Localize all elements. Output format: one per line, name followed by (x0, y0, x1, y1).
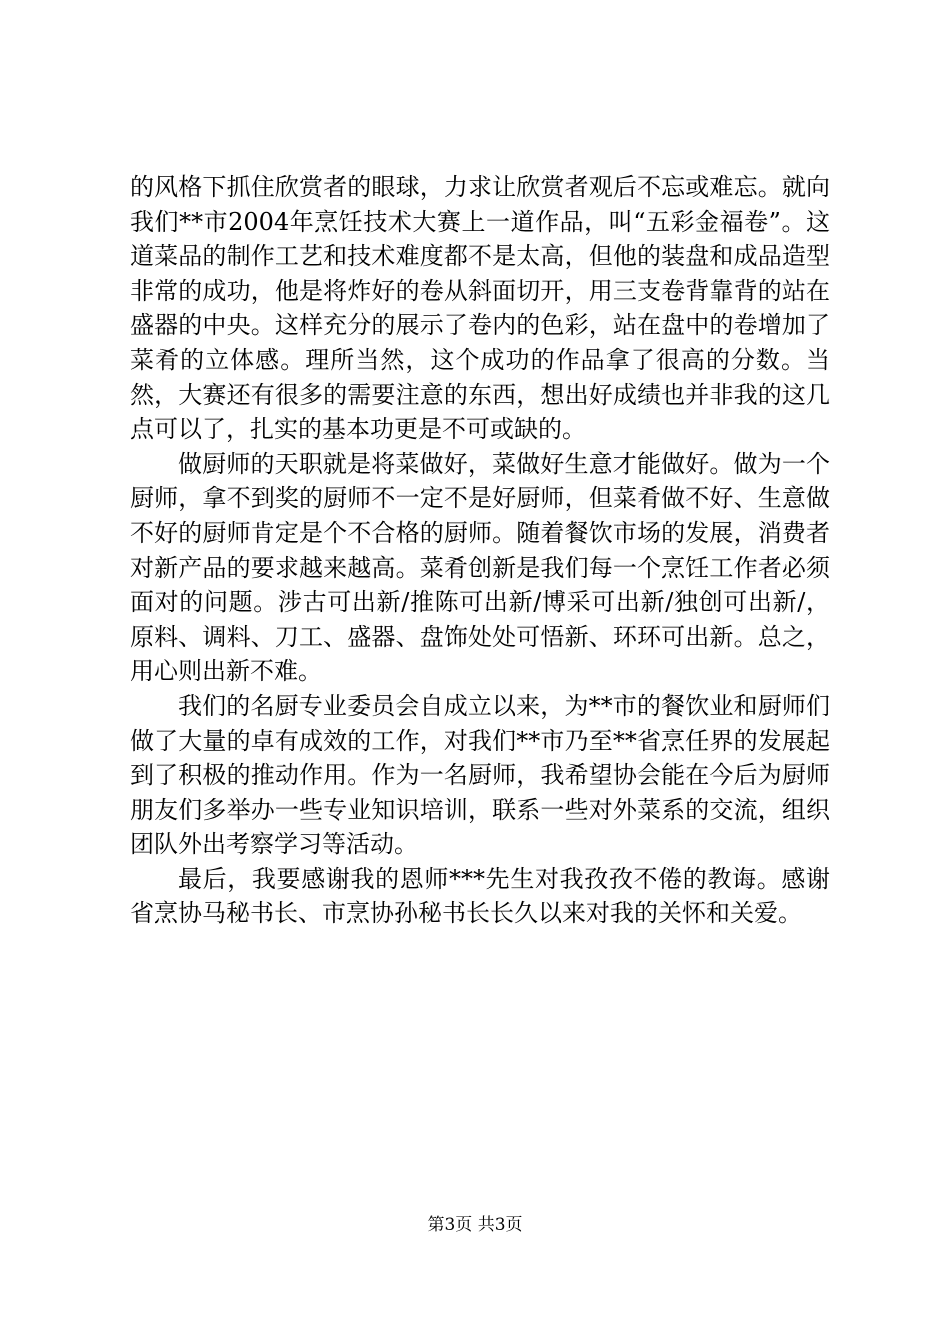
page-number-footer: 第3页 共3页 (427, 1215, 523, 1235)
document-body (130, 170, 830, 931)
paragraph-continuation: 的风格下抓住欣赏者的眼球，力求让欣赏者观后不忘或难忘。就向我们**市2004年烹饪技术大赛上一道作品，叫“五彩金福卷”。这道菜品的制作工艺和技术难度都不是太高，但他的装盘和成品造型非常的成功，他是将炸好的卷从斜面切开，用三支卷背靠背的站在盛器的中央。这样充分的展示了卷内的色彩，站在盘中的卷增加了菜肴的立体感。理所当然，这个成功的作品拿了很高的分数。当然，大赛还有很多的需要注意的东西，想出好成绩也并非我的这几点可以了，扎实的基本功更是不可或缺的。 (130, 173, 830, 444)
paragraph-committee: 我们的名厨专业委员会自成立以来，为**市的餐饮业和厨师们做了大量的卓有成效的工作，对我们**市乃至**省烹任界的发展起到了积极的推动作用。作为一名厨师，我希望协会能在今后为厨师朋友们多举办一些专业知识培训，联系一些对外菜系的交流，组织团队外出考察学习等活动。 (130, 691, 830, 859)
paragraph-thanks: 最后，我要感谢我的恩师***先生对我孜孜不倦的教诲。感谢省烹协马秘书长、市烹协孙秘书长长久以来对我的关怀和关爱。 (130, 864, 830, 928)
paragraph-chef-duty: 做厨师的天职就是将菜做好，菜做好生意才能做好。做为一个厨师，拿不到奖的厨师不一定不是好厨师，但菜肴做不好、生意做不好的厨师肯定是个不合格的厨师。随着餐饮市场的发展，消费者对新产品的要求越来越高。菜肴创新是我们每一个烹饪工作者必须面对的问题。涉古可出新/推陈可出新/博采可出新/独创可出新/，原料、调料、刀工、盛器、盘饰处处可悟新、环环可出新。总之，用心则出新不难。 (130, 449, 830, 686)
